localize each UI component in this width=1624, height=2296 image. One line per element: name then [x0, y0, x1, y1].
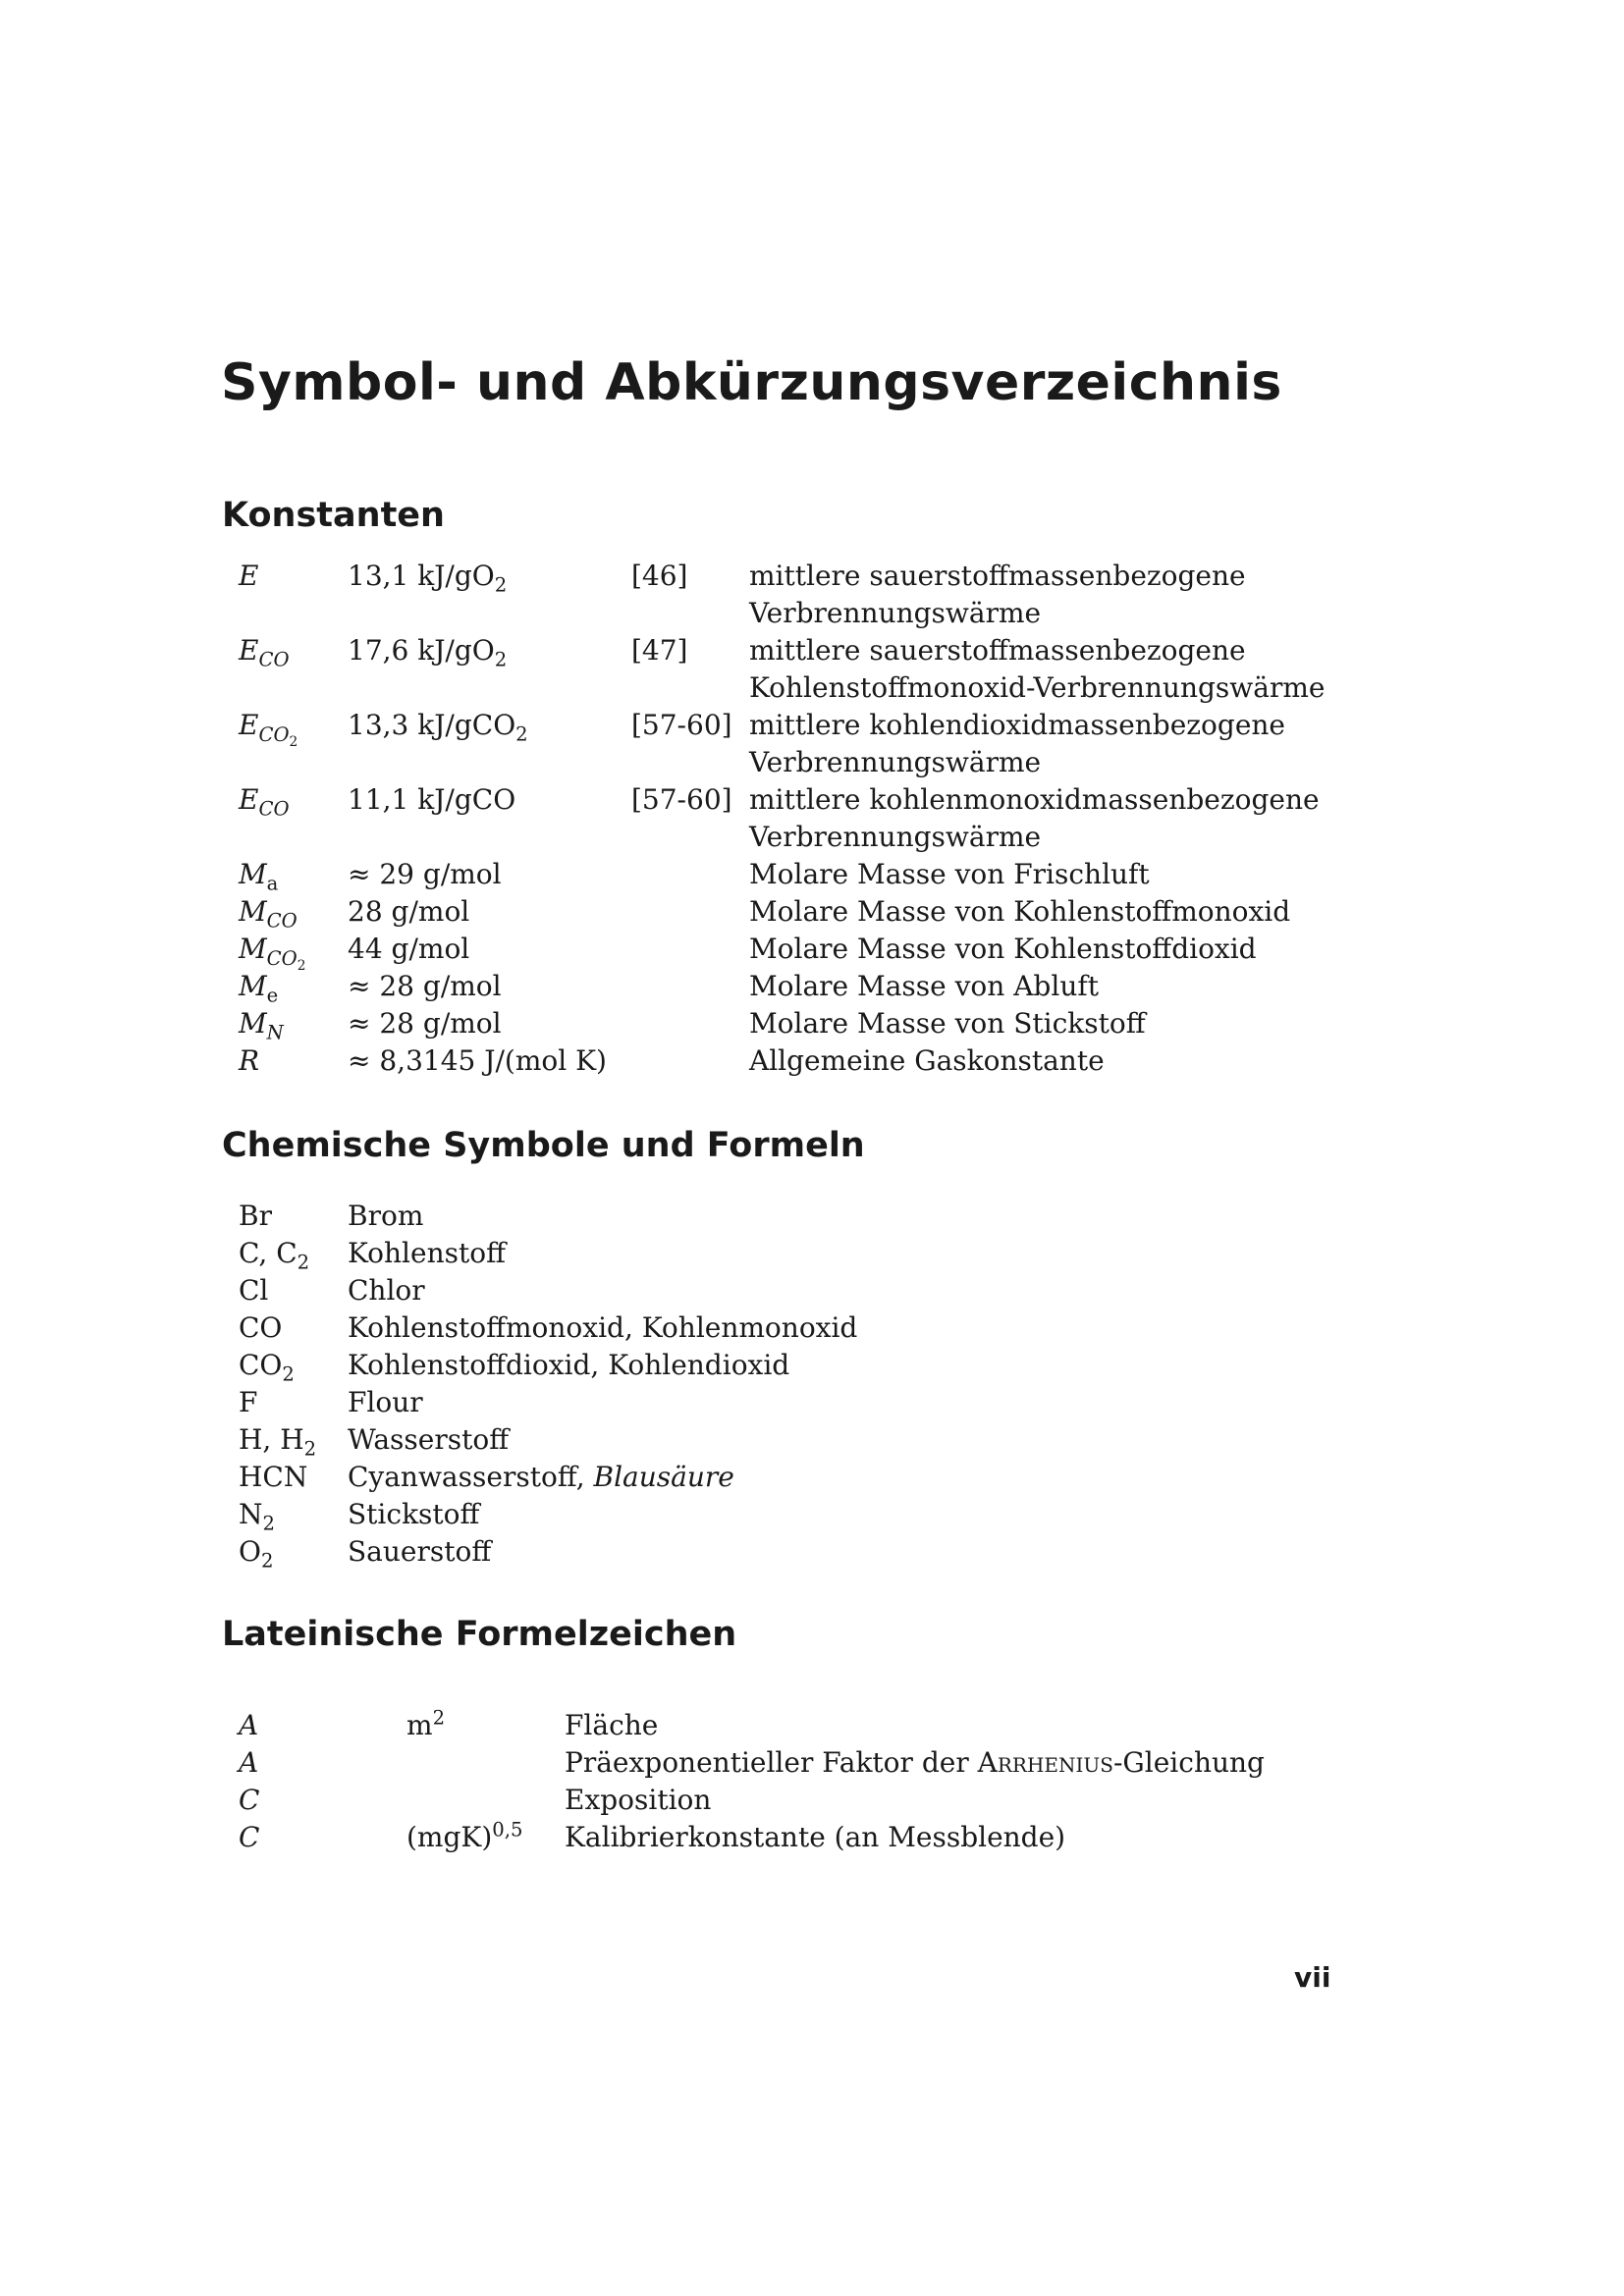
konstante-row — [239, 707, 1319, 750]
chem-row — [239, 1459, 926, 1496]
chem-desc: Wasserstoff — [348, 1423, 510, 1456]
konstante-value: 17,6 $kJ/gO_2$ — [348, 634, 508, 671]
konstante-ref: [57-60] — [631, 783, 732, 816]
chem-desc-italic: Blausäure — [593, 1461, 734, 1493]
konstante-ref: [57-60] — [631, 709, 732, 741]
konstante-row-continuation — [239, 819, 1319, 856]
latein-unit: $m^2$ — [406, 1706, 446, 1741]
konstante-value: 11,1 kJ/gCO — [348, 783, 516, 816]
chem-symbol: CO — [239, 1311, 283, 1344]
konstante-symbol: $M_a$ — [239, 858, 279, 895]
konstante-row — [239, 781, 1319, 819]
konstante-symbol: E — [239, 560, 259, 592]
konstante-desc: mittlere kohlendioxidmassenbezogene — [749, 709, 1285, 741]
section-heading-lateinisch: Lateinische Formelzeichen — [222, 1615, 737, 1654]
latein-row — [239, 1707, 1319, 1744]
konstante-symbol: $E_{CO}$ — [239, 783, 290, 821]
konstante-symbol: $E_{CO}$ — [239, 634, 290, 671]
chem-row — [239, 1384, 926, 1421]
konstante-desc: mittlere sauerstoffmassenbezogene — [749, 560, 1246, 592]
konstante-value: ≈ 28 g/mol — [348, 970, 502, 1002]
chem-symbol: $N_2$ — [239, 1498, 275, 1535]
chem-desc: Chlor — [348, 1274, 425, 1307]
konstante-row — [239, 856, 1319, 893]
chem-symbol: HCN — [239, 1461, 308, 1493]
latein-row — [239, 1782, 1319, 1819]
konstante-row — [239, 931, 1319, 974]
konstante-value: ≈ 8,3145 J/(mol K) — [348, 1044, 607, 1077]
konstante-symbol: $E_{CO_2}$ — [239, 709, 298, 750]
chem-symbol: C, $C_2$ — [239, 1237, 310, 1274]
chem-desc: Stickstoff — [348, 1498, 480, 1530]
chem-row — [239, 1496, 926, 1533]
konstante-desc: Verbrennungswärme — [749, 597, 1042, 629]
konstante-value: ≈ 28 g/mol — [348, 1007, 502, 1040]
latein-row — [239, 1744, 1319, 1782]
konstante-desc: Molare Masse von Kohlenstoffdioxid — [749, 933, 1257, 965]
konstante-value: 44 g/mol — [348, 933, 470, 965]
chem-symbol: Cl — [239, 1274, 269, 1307]
konstante-value: 28 g/mol — [348, 895, 470, 928]
section-heading-chemisch: Chemische Symbole und Formeln — [222, 1126, 865, 1165]
konstante-value: ≈ 29 g/mol — [348, 858, 502, 890]
latein-symbol: C — [239, 1821, 260, 1853]
chem-row — [239, 1309, 926, 1347]
konstante-desc: Molare Masse von Stickstoff — [749, 1007, 1146, 1040]
chem-desc: Cyanwasserstoff, Blausäure — [348, 1461, 734, 1493]
konstante-desc: Verbrennungswärme — [749, 821, 1042, 853]
konstante-desc: mittlere kohlenmonoxidmassenbezogene — [749, 783, 1320, 816]
konstante-desc: Kohlenstoffmonoxid-Verbrennungswärme — [749, 671, 1326, 704]
chem-desc: Kohlenstoffdioxid, Kohlendioxid — [348, 1349, 790, 1381]
konstante-desc: mittlere sauerstoffmassenbezogene — [749, 634, 1246, 667]
konstante-ref: [47] — [631, 634, 688, 667]
chem-symbol: H, $H_2$ — [239, 1423, 317, 1461]
chem-row — [239, 1347, 926, 1384]
konstante-symbol: $M_{CO_2}$ — [239, 933, 306, 974]
page-number: vii — [1294, 1961, 1331, 1994]
chem-desc: Brom — [348, 1200, 424, 1232]
konstante-desc: Molare Masse von Abluft — [749, 970, 1099, 1002]
konstante-value: 13,3 kJ/gCO$_2$ — [348, 709, 528, 746]
chem-desc: Flour — [348, 1386, 423, 1418]
latein-desc: Präexponentieller Faktor der Arrhenius-Gleichung — [565, 1746, 1265, 1779]
konstante-row — [239, 558, 1319, 595]
section-heading-konstanten: Konstanten — [222, 496, 445, 535]
latein-desc: Fläche — [565, 1709, 659, 1741]
chem-row — [239, 1421, 926, 1459]
konstante-desc: Molare Masse von Kohlenstoffmonoxid — [749, 895, 1291, 928]
konstante-ref: [46] — [631, 560, 688, 592]
chem-desc: Kohlenstoffmonoxid, Kohlenmonoxid — [348, 1311, 858, 1344]
konstante-row — [239, 1042, 1319, 1080]
latein-symbol: A — [239, 1746, 259, 1779]
konstante-desc: Molare Masse von Frischluft — [749, 858, 1150, 890]
latein-desc-name: Arrhenius — [977, 1746, 1113, 1779]
konstante-symbol: R — [239, 1044, 260, 1077]
page-title: Symbol- und Abkürzungsverzeichnis — [221, 353, 1282, 412]
konstante-desc: Verbrennungswärme — [749, 746, 1042, 778]
konstante-row-continuation — [239, 744, 1319, 781]
chem-row — [239, 1272, 926, 1309]
chem-desc: Sauerstoff — [348, 1535, 492, 1568]
konstante-row — [239, 893, 1319, 931]
chem-symbol: $O_2$ — [239, 1535, 274, 1573]
chem-symbol: F — [239, 1386, 258, 1418]
chem-row — [239, 1198, 926, 1235]
konstante-row — [239, 1005, 1319, 1042]
latein-unit: (mgK)$^{0,5}$ — [406, 1818, 523, 1853]
konstante-row — [239, 968, 1319, 1005]
konstante-row — [239, 632, 1319, 669]
latein-row — [239, 1819, 1319, 1856]
chem-row — [239, 1235, 926, 1272]
latein-desc: Kalibrierkonstante (an Messblende) — [565, 1821, 1066, 1853]
latein-symbol: C — [239, 1784, 260, 1816]
chem-symbol: $CO_2$ — [239, 1349, 295, 1386]
konstante-symbol: $M_{CO}$ — [239, 895, 298, 933]
konstante-row-continuation — [239, 595, 1319, 632]
konstante-desc: Allgemeine Gaskonstante — [749, 1044, 1105, 1077]
chem-row — [239, 1533, 926, 1571]
konstante-symbol: $M_e$ — [239, 970, 279, 1007]
chem-desc: Kohlenstoff — [348, 1237, 506, 1269]
konstante-value: 13,1 $kJ/gO_2$ — [348, 560, 508, 597]
latein-symbol: A — [239, 1709, 259, 1741]
latein-desc: Exposition — [565, 1784, 712, 1816]
konstante-row-continuation — [239, 669, 1326, 707]
chem-symbol: Br — [239, 1200, 272, 1232]
konstante-symbol: $M_N$ — [239, 1007, 284, 1044]
